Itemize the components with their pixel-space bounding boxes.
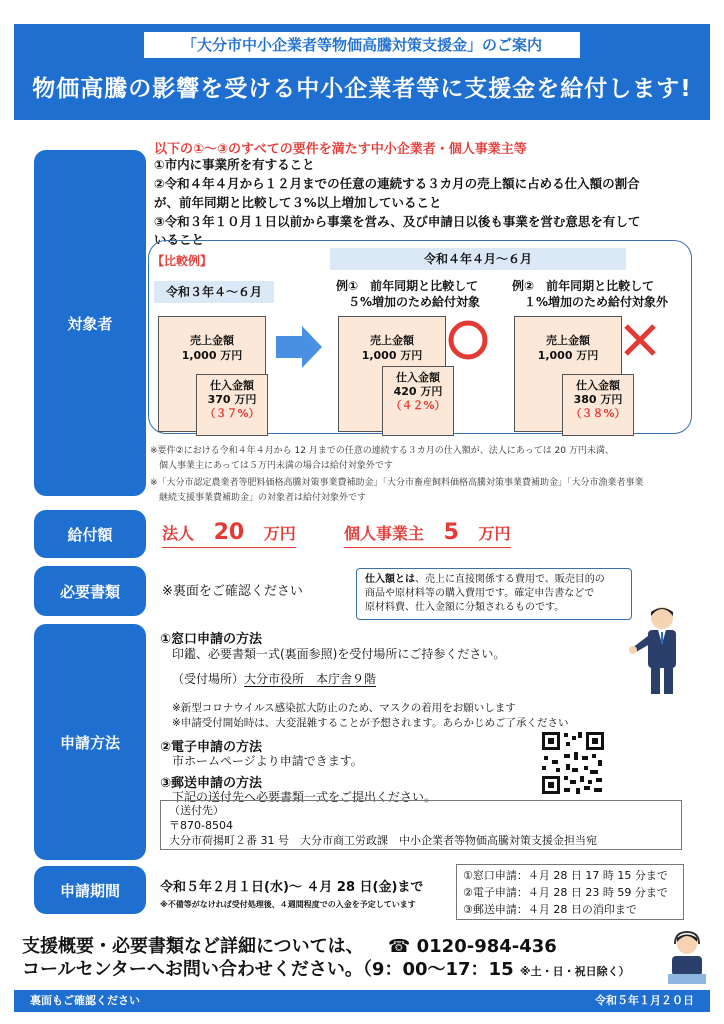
deadline-mail: ③郵送申請：４月 28 日の消印まで <box>463 903 637 916</box>
ex1-purchase-pct: （４２%） <box>390 399 446 412</box>
callout-line-3: 原材料費、仕入金額に分類されるものです。 <box>365 602 565 613</box>
deadline-window: ①窓口申請：４月 28 日 17 時 15 分まで <box>463 869 668 882</box>
method1-note-1: ※新型コロナウイルス感染拡大防止のため、マスクの着用をお願いします <box>172 702 516 714</box>
amount-indiv-unit: 万円 <box>478 524 511 543</box>
callout-line-1-rest: 、売上に直接関係する費用で、販売目的の <box>415 574 605 585</box>
footer-line-2-text: コールセンターへお問い合わせください。（9：00～17：15 <box>22 959 514 980</box>
method1-place <box>172 670 376 687</box>
ex1-purchase-box <box>382 366 454 436</box>
note-line-2: 個人事業主にあっては５万円未満の場合は給付対象外です <box>150 461 393 471</box>
method2-body: 市ホームページより申請できます。 <box>172 754 363 768</box>
base-purchase-box <box>196 374 268 436</box>
address-line: 大分市荷揚町２番 31 号 大分市商工労政課 中小企業者等物価高騰対策支援金担当宛 <box>169 834 597 847</box>
ex2-purchase-label: 仕入金額 <box>576 379 620 392</box>
method1-body: 印鑑、必要書類一式(裏面参照)を受付場所にご持参ください。 <box>172 647 506 661</box>
requirement-line-2: ②令和４年４月から１２月までの任意の連続する３カ月の売上額に占める仕入額の割合 <box>154 176 640 191</box>
qr-code-icon[interactable] <box>540 730 606 796</box>
section-docs-label: 必要書類 <box>34 566 146 616</box>
r4-period-label: 令和４年４月～６月 <box>330 248 626 270</box>
footer-line-1 <box>22 935 630 958</box>
ex2-sales-label: 売上金額 <box>546 334 590 347</box>
example2-title-line2: １%増加のため給付対象外 <box>524 295 669 309</box>
arrow-right-icon <box>276 326 322 368</box>
base-sales-label: 売上金額 <box>190 334 234 347</box>
cross-ng-icon <box>622 322 658 358</box>
footer-see-back: 裏面もご確認ください <box>30 994 140 1007</box>
comparison-tag: 【比較例】 <box>152 254 213 268</box>
callout-line-1 <box>365 573 623 587</box>
ex1-sales-label: 売上金額 <box>370 334 414 347</box>
mailing-address-box <box>160 800 682 850</box>
amount-corp-value: 20 <box>213 520 245 545</box>
amount-indiv <box>344 520 511 548</box>
method1-heading: ①窓口申請の方法 <box>160 632 263 647</box>
footer-date: 令和５年１月２０日 <box>595 994 694 1007</box>
header-title: 物価高騰の影響を受ける中小企業者等に支援金を給付します! <box>32 76 692 102</box>
section-target-label: 対象者 <box>34 150 146 496</box>
r3-period-label: 令和３年４～６月 <box>154 281 274 303</box>
ex2-purchase-pct: （３８%） <box>570 407 626 420</box>
footer-line-1-text: 支援概要・必要書類など詳細については、 <box>22 936 364 957</box>
deadlines-box <box>456 864 684 920</box>
callout-line-2: 商品や原材料等の購入費用です。確定申告書などで <box>365 588 595 599</box>
businessman-illustration <box>628 604 688 698</box>
call-center-illustration <box>666 930 708 986</box>
footer-phone[interactable]: 0120-984-436 <box>416 936 557 957</box>
method2-heading: ②電子申請の方法 <box>160 740 263 755</box>
example2-title <box>512 278 668 310</box>
ex1-sales-value: 1,000 万円 <box>361 349 423 362</box>
base-sales-value: 1,000 万円 <box>181 349 243 362</box>
method3-body: 下記の送付先へ必要書類一式をご提出ください。 <box>172 790 437 804</box>
amount-corp <box>162 520 296 548</box>
example1-title <box>336 278 480 310</box>
ex1-purchase-value: 420 万円 <box>393 385 443 398</box>
purchase-definition-callout <box>356 568 632 620</box>
method1-note-2: ※申請受付開始時は、大変混雑することが予想されます。あらかじめご了承ください <box>172 717 569 729</box>
example1-title-line2: ５%増加のため給付対象 <box>348 295 481 309</box>
ex2-sales-value: 1,000 万円 <box>537 349 599 362</box>
callout-bold: 仕入額とは <box>365 574 415 585</box>
ex2-purchase-value: 380 万円 <box>573 393 623 406</box>
note-line-4: 継続支援事業費補助金」の対象者は給付対象外です <box>150 493 367 503</box>
address-label: （送付先） <box>169 804 224 817</box>
base-purchase-label: 仕入金額 <box>210 379 254 392</box>
header-subtitle: 「大分市中小企業者等物価高騰対策支援金」のご案内 <box>144 32 580 58</box>
requirements-title: 以下の①～③のすべての要件を満たす中小企業者・個人事業主等 <box>154 142 527 157</box>
method1-place-value: 大分市役所 本庁舎９階 <box>244 672 377 686</box>
footer-bar <box>14 990 710 1012</box>
ex1-purchase-label: 仕入金額 <box>396 371 440 384</box>
docs-text: ※裏面をご確認ください <box>162 584 303 599</box>
example1-title-line1: 例① 前年同期と比較して <box>336 279 479 293</box>
base-purchase-pct: （３７%） <box>204 407 260 420</box>
requirement-line-4: ③令和３年１０月１日以前から事業を営み、及び申請日以後も事業を営む意思を有して <box>154 214 641 229</box>
phone-icon: ☎ <box>387 936 411 957</box>
application-period: 令和５年２月１日(水)～ ４月 28 日(金)まで <box>160 880 424 895</box>
amount-indiv-label: 個人事業主 <box>344 524 425 543</box>
base-purchase-value: 370 万円 <box>207 393 257 406</box>
method1-place-label: （受付場所） <box>172 672 245 686</box>
period-note: ※不備等がなければ受付処理後、４週間程度での入金を予定しています <box>160 900 416 909</box>
section-period-label: 申請期間 <box>34 866 146 914</box>
amount-corp-label: 法人 <box>162 524 195 543</box>
footer-line-2-note: ※土・日・祝日除く） <box>519 965 630 978</box>
requirement-line-5: いること <box>154 232 205 247</box>
header-banner <box>14 24 710 120</box>
note-line-1: ※要件②における令和４年４月から 12 月までの任意の連続する３カ月の仕入額が、法人にあっては 20 万円未満、 <box>150 446 614 456</box>
circle-ok-icon <box>446 318 490 362</box>
address-zip: 〒870-8504 <box>169 819 233 832</box>
section-method-label: 申請方法 <box>34 624 146 860</box>
method3-heading: ③郵送申請の方法 <box>160 776 263 791</box>
requirement-line-1: ①市内に事業所を有すること <box>154 157 315 172</box>
note-line-3: ※「大分市認定農業者等肥料価格高騰対策事業費補助金」「大分市畜産飼料価格高騰対策事業費補助金」「大分市漁業者事業 <box>150 478 644 488</box>
section-amount-label: 給付額 <box>34 510 146 558</box>
footer-contact <box>22 935 630 983</box>
example2-title-line1: 例② 前年同期と比較して <box>512 279 655 293</box>
amount-indiv-value: 5 <box>443 520 459 545</box>
footer-line-2 <box>22 958 630 983</box>
amount-corp-unit: 万円 <box>263 524 296 543</box>
ex2-purchase-box <box>562 374 634 436</box>
deadline-online: ②電子申請：４月 28 日 23 時 59 分まで <box>463 886 668 899</box>
requirement-line-3: が、前年同期と比較して３%以上増加していること <box>154 195 442 210</box>
